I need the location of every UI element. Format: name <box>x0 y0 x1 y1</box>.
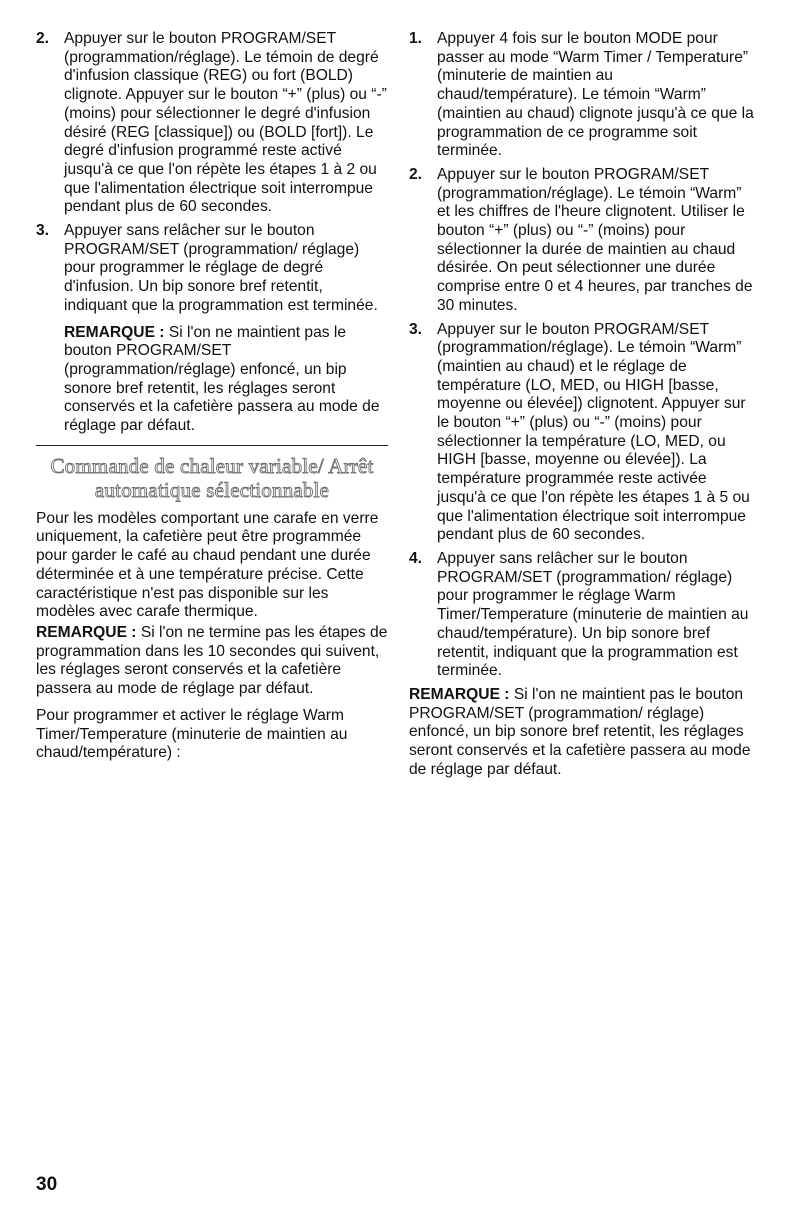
step-text: Appuyer 4 fois sur le bouton MODE pour passer au mode “Warm Timer / Temperature” (minuterie de maintien au chaud/température). Le témoin “Warm” (maintien au chaud) clignote jusqu'à ce que la programmation de ce programme soit terminée. <box>437 30 754 160</box>
step-note <box>64 324 388 436</box>
note-text: Si l'on ne maintient pas le bouton PROGRAM/SET (programmation/ réglage) enfoncé, un bip sonore bref retentit, les réglages seront conservés et la cafetière passera au mode de réglage par défaut. <box>409 685 751 778</box>
step-number: 3. <box>409 320 423 338</box>
step-2 <box>409 166 757 316</box>
step-4 <box>409 550 757 681</box>
step-number: 2. <box>36 30 50 47</box>
step-number: 3. <box>36 222 50 240</box>
step-number: 4. <box>409 549 423 567</box>
right-column <box>409 30 757 787</box>
step-1 <box>409 30 757 161</box>
step-3 <box>36 222 388 436</box>
note-label: REMARQUE : <box>64 323 165 341</box>
step-text: Appuyer sans relâcher sur le bouton PROGRAM/SET (programmation/ réglage) pour programmer le réglage de degré d'infusion. Un bip sonore bref retentit, indiquant que la programmation est terminée. <box>64 222 378 314</box>
note-label: REMARQUE : <box>409 685 510 703</box>
section-heading: Commande de chaleur variable/ Arrêt automatique sélectionnable <box>50 453 374 502</box>
section-divider <box>36 445 388 446</box>
intro-paragraph: Pour les modèles comportant une carafe en verre uniquement, la cafetière peut être programmée pour garder le café au chaud pendant une durée déterminée et à une température précise. Cette caractéristique n'est pas disponible sur les modèles avec carafe thermique. <box>36 509 379 621</box>
step-number: 1. <box>409 30 423 47</box>
outro-paragraph: Pour programmer et activer le réglage Warm Timer/Temperature (minuterie de maintien au chaud/température) : <box>36 706 348 762</box>
step-2 <box>36 30 388 217</box>
note-label: REMARQUE : <box>36 623 137 641</box>
remark-paragraph <box>36 624 388 699</box>
page-number: 30 <box>36 1174 58 1195</box>
remark-paragraph <box>409 686 757 780</box>
note-text: Si l'on ne termine pas les étapes de programmation dans les 10 secondes qui suivent, les réglages seront conservés et la cafetière passera au mode de réglage par défaut. <box>36 623 388 698</box>
step-text: Appuyer sur le bouton PROGRAM/SET (programmation/réglage). Le témoin “Warm” et les chiffres de l'heure clignotent. Utiliser le bouton “+” (plus) ou “-” (moins) pour sélectionner la durée de maintien au chaud désirée. On peut sélectionner une durée comprise entre 0 et 4 heures, par tranches de 30 minutes. <box>437 165 753 314</box>
bottom-edge <box>0 1221 793 1225</box>
note-text: Si l'on ne maintient pas le bouton PROGRAM/SET (programmation/réglage) enfoncé, un bip sonore bref retentit, les réglages seront conservés et la cafetière passera au mode de réglage par défaut. <box>64 323 380 435</box>
left-column <box>36 30 388 771</box>
step-3 <box>409 321 757 545</box>
step-text: Appuyer sur le bouton PROGRAM/SET (programmation/réglage). Le témoin de degré d'infusion classique (REG) ou fort (BOLD) clignote. Appuyer sur le bouton “+” (plus) ou “-” (moins) pour sélectionner le degré d'infusion désiré (REG [classique]) ou (BOLD [fort]). Le degré d'infusion programmé reste activé jusqu'à ce que l'on répète les étapes 1 à 2 ou que l'alimentation électrique soit interrompue pendant plus de 60 secondes. <box>64 30 387 216</box>
step-number: 2. <box>409 165 423 183</box>
step-text: Appuyer sans relâcher sur le bouton PROGRAM/SET (programmation/ réglage) pour programmer le réglage Warm Timer/Temperature (minuterie de maintien au chaud/température). Un bip sonore bref retentit, indiquant que la programmation est terminée. <box>437 549 749 680</box>
step-text: Appuyer sur le bouton PROGRAM/SET (programmation/réglage). Le témoin “Warm” (maintien au chaud) et le réglage de température (LO, MED, ou HIGH [basse, moyenne ou élevée]) clignotent. Appuyer sur le bouton “+” (plus) ou “-” (moins) pour sélectionner la température (LO, MED, ou HIGH [basse, moyenne ou élevée]). La température programmée reste activée jusqu'à ce que l'on répète les étapes 1 à 5 ou que l'alimentation électrique soit interrompue pendant plus de 60 secondes. <box>437 320 750 544</box>
